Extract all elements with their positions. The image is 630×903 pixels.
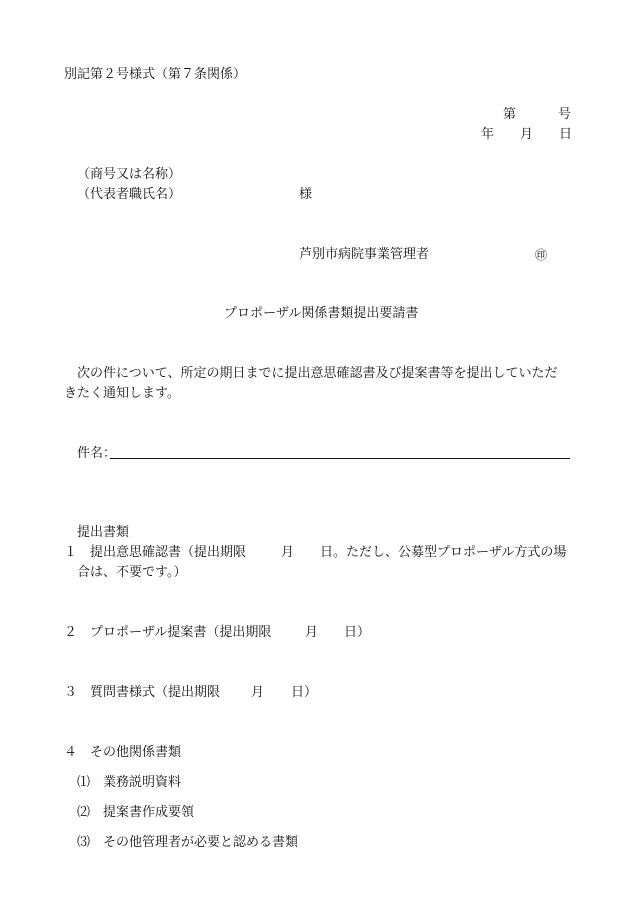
doc-number-go: 号 <box>558 107 572 122</box>
item-2-month: 月 <box>305 625 319 640</box>
item-4-label: その他関係書類 <box>90 745 182 760</box>
item-1-day: 日。ただし、公募型プロポーザル方式の場 <box>320 545 567 560</box>
subitem-1-label: 業務説明資料 <box>103 775 182 790</box>
item-3-number: ３ <box>64 685 78 700</box>
item-1-label: 提出意思確認書（提出期限 <box>90 545 247 560</box>
recipient-company-label: （商号又は名称） <box>77 167 182 182</box>
item-3-label: 質問書様式（提出期限 <box>90 685 221 700</box>
item-1-continuation: 合は、不要です。） <box>77 565 187 580</box>
seal-mark: ㊞ <box>535 248 548 262</box>
subitem-1-number: ⑴ <box>77 775 91 790</box>
doc-number-dai: 第 <box>503 107 517 122</box>
date-day: 日 <box>559 127 573 142</box>
item-2-label: プロポーザル提案書（提出期限 <box>90 625 272 640</box>
documents-heading: 提出書類 <box>77 525 130 540</box>
subitem-2-number: ⑵ <box>77 805 91 820</box>
item-1-month: 月 <box>281 545 295 560</box>
item-3-day: 日） <box>291 685 318 700</box>
document-title: プロポーザル関係書類提出要請書 <box>224 306 419 321</box>
date-year: 年 <box>481 127 495 142</box>
subitem-3-label: その他管理者が必要と認める書類 <box>103 835 299 850</box>
item-2-number: ２ <box>64 625 78 640</box>
item-1-number: １ <box>64 545 78 560</box>
date-month: 月 <box>520 127 534 142</box>
recipient-honorific: 様 <box>299 187 313 202</box>
item-4-number: ４ <box>64 745 78 760</box>
sender-title: 芦別市病院事業管理者 <box>299 247 430 262</box>
subject-label: 件名： <box>77 446 117 461</box>
item-3-month: 月 <box>251 685 265 700</box>
subitem-2-label: 提案書作成要領 <box>103 805 195 820</box>
subject-underline <box>110 458 570 459</box>
recipient-representative-label: （代表者職氏名） <box>77 187 182 202</box>
body-line-2: きたく通知します。 <box>64 386 180 401</box>
subitem-3-number: ⑶ <box>77 835 91 850</box>
body-line-1: 次の件について、所定の期日までに提出意思確認書及び提案書等を提出していただ <box>77 366 558 381</box>
form-number: 別記第２号様式（第７条関係） <box>64 67 247 82</box>
item-2-day: 日） <box>344 625 371 640</box>
